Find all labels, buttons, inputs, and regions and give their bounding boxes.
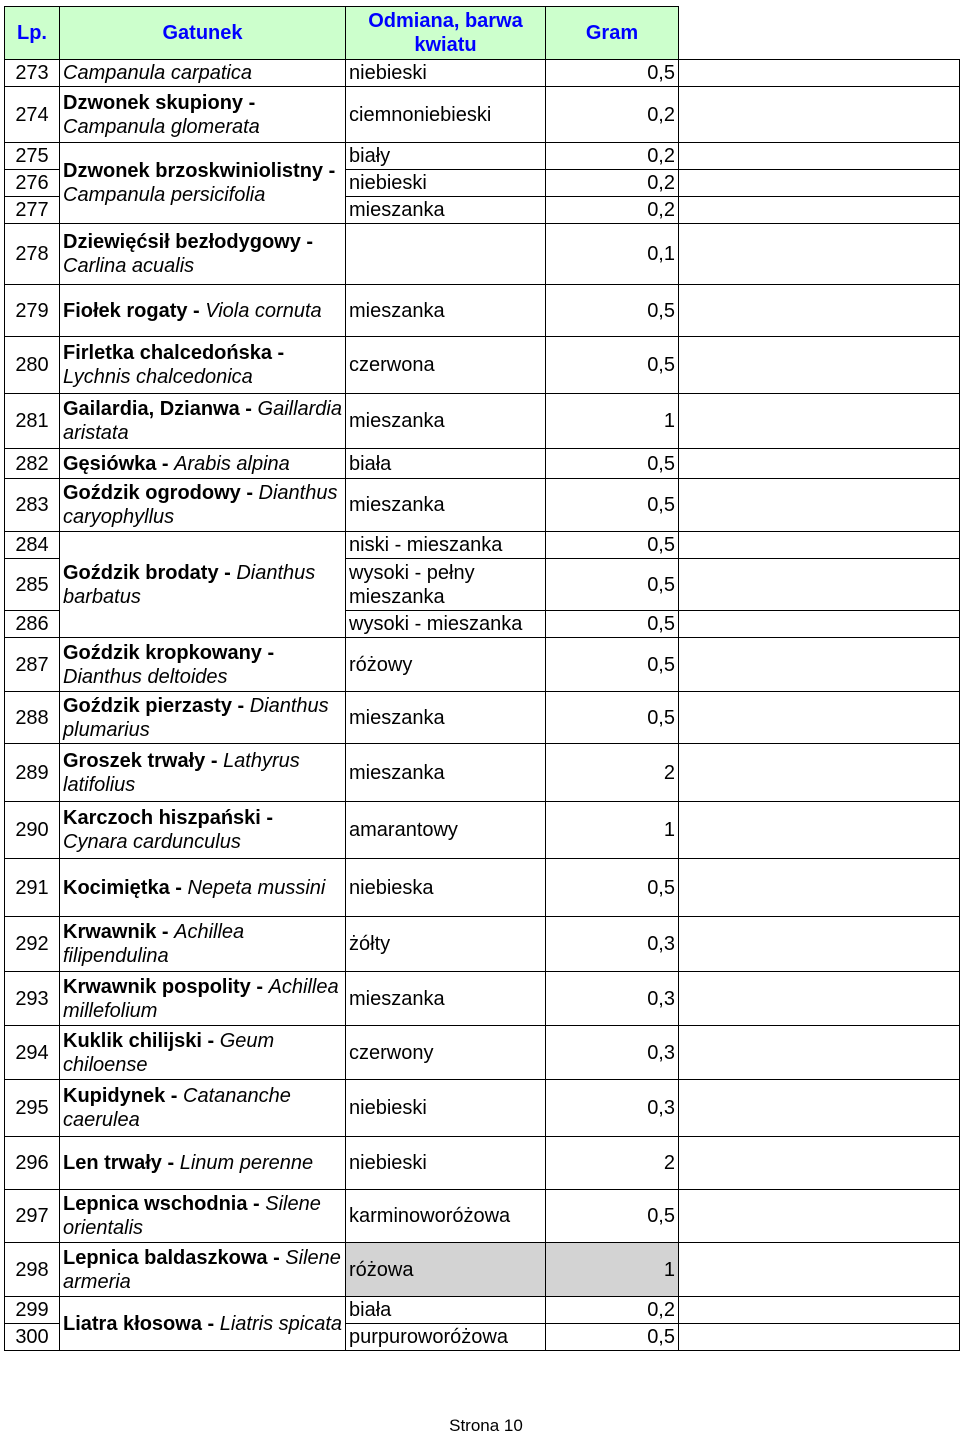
table-row [5,449,960,479]
species-common-name: Kuklik chilijski - [63,1029,220,1052]
table-row [5,638,960,692]
row-filler [679,1190,960,1243]
row-filler [679,394,960,449]
table-row [5,692,960,744]
table-row [5,1297,960,1324]
row-odmiana: czerwony [346,1026,546,1080]
row-lp: 285 [5,559,60,611]
row-gram: 0,5 [546,337,679,394]
row-gram: 2 [546,744,679,802]
species-cell [60,1190,346,1243]
species-cell [60,1026,346,1080]
species-common-name: Gęsiówka - [63,452,175,475]
species-latin-name: Silene orientalis [63,1193,321,1239]
species-latin-name: Campanula glomerata [63,115,260,138]
row-gram: 0,2 [546,143,679,170]
row-lp: 297 [5,1190,60,1243]
species-latin-name: Campanula persicifolia [63,184,266,206]
row-odmiana: różowy [346,638,546,692]
row-gram: 0,2 [546,87,679,143]
species-latin-name: Cynara cardunculus [63,831,241,853]
species-latin-name: Dianthus plumarius [63,694,329,741]
row-filler [679,1243,960,1297]
row-filler [679,197,960,224]
row-odmiana: mieszanka [346,394,546,449]
species-latin-name: Carlina acualis [63,255,195,277]
row-lp: 282 [5,449,60,479]
row-filler [679,1297,960,1324]
species-latin-name: Gaillardia aristata [63,398,342,444]
row-lp: 286 [5,611,60,638]
species-latin-name: Geum chiloense [63,1029,275,1076]
table-row [5,1026,960,1080]
table-row [5,479,960,532]
species-common-name: Dziewięćsił bezłodygowy - [63,231,314,253]
species-latin-name: Dianthus deltoides [63,665,228,688]
species-latin-name: Nepeta mussini [187,876,326,899]
row-gram: 0,5 [546,692,679,744]
header-lp: Lp. [5,7,60,60]
row-lp: 281 [5,394,60,449]
header-gram: Gram [546,7,679,60]
row-gram: 0,3 [546,1026,679,1080]
table-row [5,1243,960,1297]
row-gram: 0,5 [546,859,679,917]
row-gram: 0,5 [546,1324,679,1351]
row-gram: 0,1 [546,224,679,285]
row-gram: 0,5 [546,559,679,611]
header-filler [679,7,960,60]
table-row [5,337,960,394]
row-odmiana: biała [346,1297,546,1324]
row-gram: 0,5 [546,532,679,559]
species-latin-name: Lychnis chalcedonica [63,366,253,388]
species-common-name: Dzwonek skupiony - [63,91,256,114]
table-header-row [5,7,960,60]
row-filler [679,532,960,559]
species-cell [60,337,346,394]
species-common-name: Krwawnik pospolity - [63,975,269,998]
species-common-name: Goździk ogrodowy - [63,482,259,504]
species-cell [60,87,346,143]
species-common-name: Goździk kropkowany - [63,641,275,664]
species-cell [60,532,346,638]
row-filler [679,1026,960,1080]
row-lp: 274 [5,87,60,143]
species-common-name: Krwawnik - [63,921,175,943]
table-row [5,917,960,972]
table-row [5,532,960,559]
row-filler [679,692,960,744]
row-gram: 0,5 [546,638,679,692]
row-filler [679,170,960,197]
row-gram: 0,5 [546,611,679,638]
species-common-name: Liatra kłosowa - [63,1312,220,1335]
row-odmiana [346,224,546,285]
row-lp: 276 [5,170,60,197]
row-lp: 299 [5,1297,60,1324]
species-latin-name: Arabis alpina [174,452,290,475]
row-odmiana: niebieski [346,1080,546,1137]
species-cell [60,285,346,337]
row-odmiana: niski - mieszanka [346,532,546,559]
row-lp: 280 [5,337,60,394]
seed-table [4,6,960,1351]
header-odmiana: Odmiana, barwa kwiatu [346,7,546,60]
row-lp: 278 [5,224,60,285]
species-common-name: Goździk pierzasty - [63,694,250,717]
species-cell [60,1297,346,1351]
row-odmiana: żółty [346,917,546,972]
row-filler [679,60,960,87]
row-filler [679,449,960,479]
row-gram: 0,5 [546,1190,679,1243]
row-filler [679,479,960,532]
row-odmiana: mieszanka [346,744,546,802]
table-row [5,285,960,337]
table-row [5,802,960,859]
row-filler [679,917,960,972]
table-row [5,859,960,917]
row-filler [679,337,960,394]
row-gram: 0,2 [546,170,679,197]
species-latin-name: Liatris spicata [219,1312,342,1335]
species-common-name: Firletka chalcedońska - [63,342,285,364]
row-lp: 295 [5,1080,60,1137]
species-cell [60,638,346,692]
row-lp: 283 [5,479,60,532]
species-latin-name: Campanula carpatica [63,62,252,84]
row-filler [679,285,960,337]
species-latin-name: Catananche caerulea [63,1085,291,1131]
row-odmiana: różowa [346,1243,546,1297]
row-filler [679,224,960,285]
row-gram: 2 [546,1137,679,1190]
row-lp: 287 [5,638,60,692]
row-lp: 294 [5,1026,60,1080]
row-filler [679,802,960,859]
species-cell [60,1137,346,1190]
row-gram: 1 [546,394,679,449]
row-odmiana: karminoworóżowa [346,1190,546,1243]
row-odmiana: niebieski [346,1137,546,1190]
species-common-name: Lepnica baldaszkowa - [63,1246,286,1269]
species-cell [60,744,346,802]
species-latin-name: Dianthus barbatus [63,561,316,608]
species-latin-name: Silene armeria [63,1246,341,1293]
row-gram: 0,5 [546,285,679,337]
row-odmiana: biała [346,449,546,479]
row-filler [679,638,960,692]
row-odmiana: niebieska [346,859,546,917]
species-cell [60,143,346,224]
species-cell [60,1080,346,1137]
row-lp: 290 [5,802,60,859]
row-filler [679,1137,960,1190]
row-lp: 293 [5,972,60,1026]
species-common-name: Dzwonek brzoskwiniolistny - [63,160,336,182]
row-gram: 0,5 [546,60,679,87]
table-row [5,60,960,87]
row-lp: 298 [5,1243,60,1297]
species-cell [60,224,346,285]
species-latin-name: Achillea millefolium [63,975,339,1022]
species-common-name: Kocimiętka - [63,876,188,899]
row-odmiana: niebieski [346,60,546,87]
row-gram: 1 [546,802,679,859]
row-lp: 279 [5,285,60,337]
species-common-name: Lepnica wschodnia - [63,1193,266,1215]
row-lp: 277 [5,197,60,224]
species-common-name: Kupidynek - [63,1085,184,1107]
row-odmiana: mieszanka [346,692,546,744]
row-lp: 300 [5,1324,60,1351]
species-cell [60,802,346,859]
row-odmiana: purpuroworóżowa [346,1324,546,1351]
species-latin-name: Dianthus caryophyllus [63,482,338,528]
row-filler [679,143,960,170]
species-common-name: Fiołek rogaty - [63,299,206,322]
row-lp: 289 [5,744,60,802]
table-row [5,1080,960,1137]
row-odmiana: amarantowy [346,802,546,859]
species-latin-name: Achillea filipendulina [63,921,245,967]
species-cell [60,60,346,87]
row-gram: 0,3 [546,1080,679,1137]
row-gram: 0,3 [546,917,679,972]
table-row [5,224,960,285]
page-number: Strona 10 [449,1416,523,1435]
row-odmiana: mieszanka [346,479,546,532]
row-filler [679,611,960,638]
species-latin-name: Lathyrus latifolius [63,749,300,796]
species-cell [60,692,346,744]
row-lp: 275 [5,143,60,170]
row-filler [679,559,960,611]
row-lp: 291 [5,859,60,917]
table-row [5,972,960,1026]
table-row [5,143,960,170]
species-common-name: Len trwały - [63,1152,180,1174]
row-odmiana: niebieski [346,170,546,197]
species-cell [60,394,346,449]
row-filler [679,87,960,143]
row-filler [679,859,960,917]
species-common-name: Gailardia, Dzianwa - [63,398,258,420]
table-row [5,744,960,802]
row-odmiana: ciemnoniebieski [346,87,546,143]
table-row [5,394,960,449]
row-lp: 288 [5,692,60,744]
row-gram: 0,5 [546,449,679,479]
row-lp: 273 [5,60,60,87]
row-lp: 284 [5,532,60,559]
row-gram: 1 [546,1243,679,1297]
species-cell [60,479,346,532]
row-odmiana: mieszanka [346,197,546,224]
table-row [5,1137,960,1190]
species-latin-name: Linum perenne [179,1152,314,1174]
row-odmiana: biały [346,143,546,170]
row-filler [679,1324,960,1351]
species-cell [60,449,346,479]
row-filler [679,1080,960,1137]
row-gram: 0,2 [546,197,679,224]
header-gatunek: Gatunek [60,7,346,60]
species-latin-name: Viola cornuta [205,299,322,322]
row-gram: 0,5 [546,479,679,532]
species-cell [60,859,346,917]
species-common-name: Goździk brodaty - [63,561,237,584]
row-gram: 0,2 [546,1297,679,1324]
row-odmiana: czerwona [346,337,546,394]
table-row [5,87,960,143]
row-odmiana: mieszanka [346,285,546,337]
row-filler [679,744,960,802]
species-cell [60,972,346,1026]
row-odmiana: mieszanka [346,972,546,1026]
species-cell [60,917,346,972]
species-common-name: Karczoch hiszpański - [63,807,274,829]
row-lp: 292 [5,917,60,972]
row-lp: 296 [5,1137,60,1190]
species-common-name: Groszek trwały - [63,749,224,772]
row-filler [679,972,960,1026]
species-cell [60,1243,346,1297]
table-row [5,1190,960,1243]
row-odmiana: wysoki - pełny mieszanka [346,559,546,611]
row-odmiana: wysoki - mieszanka [346,611,546,638]
row-gram: 0,3 [546,972,679,1026]
